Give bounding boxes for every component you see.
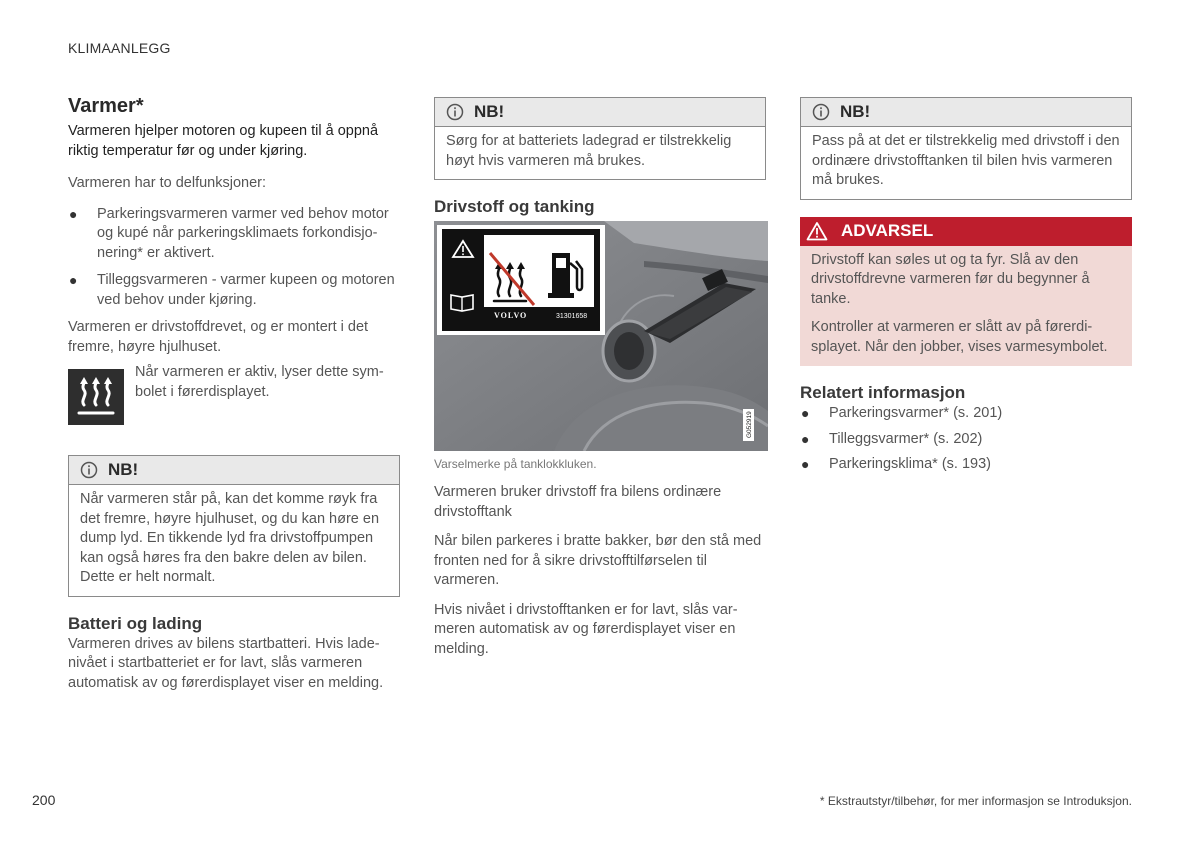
function-list	[68, 205, 400, 311]
fuel-flap-figure	[434, 221, 768, 451]
mount-paragraph: Varmeren er drivstoffdrevet, og er montert i det fremre, høyre hjulhuset.	[68, 319, 369, 355]
list-item	[68, 205, 400, 264]
page-number: 200	[32, 792, 56, 808]
related-link[interactable]	[800, 404, 1132, 424]
related-link-text[interactable]: Tilleggsvarmer* (s. 202)	[829, 430, 983, 447]
heater-symbol-row	[68, 364, 400, 425]
warning-text-1: Drivstoff kan søles ut og ta fyr. Slå av den drivstoffdrevne varmeren før du begynner å tanke.	[811, 251, 1090, 307]
warning-label: ADVARSEL	[841, 221, 934, 240]
info-icon	[812, 103, 830, 121]
note-box	[434, 97, 766, 180]
related-link[interactable]	[800, 455, 1132, 475]
note-text: Pass på at det er tilstrekkelig med drivstoff i den ordinære drivstofftanken til bilen hvis varmeren må brukes.	[812, 133, 1120, 188]
battery-paragraph: Varmeren drives av bilens startbatteri. Hvis ladenivået i startbatteriet er for lavt, slås varmeren automatisk av og førerdisplayet viser en melding.	[68, 635, 384, 691]
note-body	[69, 485, 399, 596]
footnote: * Ekstrautstyr/tilbehør, for mer informasjon se Introduksjon.	[819, 794, 1132, 808]
bullet-icon: ●	[801, 430, 810, 447]
fuel-paragraph-1: Varmeren bruker drivstoff fra bilens ordinære drivstofftank	[434, 484, 722, 520]
warning-body	[800, 246, 1132, 367]
figure-brand-label: VOLVO	[494, 311, 528, 320]
note-label: NB!	[108, 460, 139, 479]
figure-part-number: 31301658	[556, 313, 588, 320]
figure-caption: Varselmerke på tanklokkluken.	[434, 457, 597, 471]
column-right	[800, 94, 1132, 481]
column-left	[68, 94, 400, 703]
note-text: Sørg for at batteriets ladegrad er tilstrekkelig høyt hvis varmeren må brukes.	[446, 133, 732, 169]
note-header	[69, 456, 399, 485]
note-header	[801, 98, 1131, 127]
note-box	[68, 455, 400, 597]
bullet-icon: ●	[69, 205, 78, 222]
section-header: KLIMAANLEGG	[68, 40, 171, 56]
info-icon	[80, 461, 98, 479]
bullet-icon: ●	[801, 456, 810, 472]
note-body	[435, 127, 765, 179]
intro-paragraph: Varmeren hjelper motoren og kupeen til å oppnå riktig temperatur før og under kjøring.	[68, 123, 379, 159]
list-item-text: Tilleggsvarmeren - varmer kupeen og motoren ved behov under kjøring.	[97, 272, 395, 308]
note-text: Når varmeren står på, kan det komme røyk fra det fremre, høyre hjulhuset, og du kan høre en dump lyd. En tikkende lyd fra drivstoffpumpen kan også høres fra den bakre delen av bilen. Dette er helt normalt.	[80, 491, 380, 585]
warning-triangle-icon	[806, 221, 828, 241]
figure-id: G052919	[746, 411, 753, 438]
heater-symbol-text: Når varmeren er aktiv, lyser dette symbolet i førerdisplayet.	[135, 364, 384, 400]
column-middle	[434, 94, 768, 669]
fuel-paragraph-2: Når bilen parkeres i bratte bakker, bør den stå med fronten ned for å sikre drivstofftilførselen til varmeren.	[434, 533, 762, 588]
page-title: Varmer*	[68, 95, 144, 117]
functions-paragraph: Varmeren har to delfunksjoner:	[68, 175, 267, 191]
fuel-heading: Drivstoff og tanking	[434, 197, 595, 216]
related-link-text[interactable]: Parkeringsvarmer* (s. 201)	[829, 405, 1003, 421]
bullet-icon: ●	[69, 272, 78, 288]
list-item-text: Parkeringsvarmeren varmer ved behov motor og kupé når parkeringsklimaets forkondisjonering* er aktivert.	[97, 205, 389, 261]
heater-symbol-icon	[68, 369, 124, 425]
warning-header	[800, 217, 1132, 246]
battery-heading: Batteri og lading	[68, 613, 203, 633]
note-header	[435, 98, 765, 127]
info-icon	[446, 103, 464, 121]
related-link[interactable]	[800, 430, 1132, 450]
related-heading: Relatert informasjon	[800, 383, 966, 402]
note-box	[800, 97, 1132, 200]
fuel-paragraph-3: Hvis nivået i drivstofftanken er for lavt, slås varmeren automatisk av og førerdisplayet viser en melding.	[434, 601, 738, 657]
note-label: NB!	[474, 102, 505, 121]
bullet-icon: ●	[801, 405, 810, 421]
note-body	[801, 127, 1131, 199]
related-link-text[interactable]: Parkeringsklima* (s. 193)	[829, 456, 991, 472]
warning-text-2: Kontroller at varmeren er slått av på førerdisplayet. Når den jobber, vises varmesymbolet.	[811, 319, 1108, 355]
related-list	[800, 404, 1132, 475]
fuel-flap-image	[434, 221, 768, 451]
note-label: NB!	[840, 102, 871, 121]
list-item	[68, 271, 400, 310]
warning-box	[800, 217, 1132, 367]
